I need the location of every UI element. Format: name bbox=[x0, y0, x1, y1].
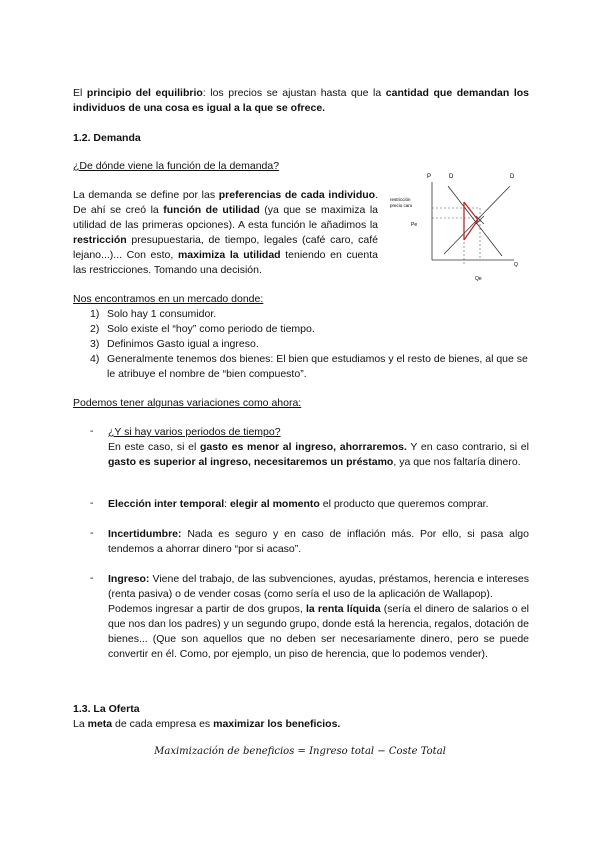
label-d2: D bbox=[510, 174, 515, 180]
restriction-slope-red bbox=[464, 220, 478, 240]
label-d1: D bbox=[449, 174, 454, 180]
market-item: 2) Solo existe el “hoy” como periodo de tiempo. bbox=[90, 323, 315, 335]
label-qe: Qe bbox=[475, 276, 482, 282]
bullet-dash: - bbox=[90, 572, 94, 584]
market-list bbox=[90, 307, 529, 382]
section-heading-demanda: 1.2. Demanda bbox=[73, 132, 141, 144]
income-text-2: Podemos ingresar a partir de dos grupos, la renta líquida (sería el dinero de salarios o el que nos dan los padres) y un segundo grupo, donde está la herencia, regalos, dotación de bienes... (Que son aquellos que no deben ser necesariamente dinero, pero se puede convertir en él. Como, por ejemplo, un piso de herencia, que lo podemos vender). bbox=[108, 603, 529, 660]
demand-paragraph: La demanda se define por las preferencias de cada individuo. De ahí se creó la función de utilidad (ya que se maximiza la utilidad de las primeras opciones). A esta función le añadimos la restricción presupuestaria, de tiempo, legales (café caro, café lejano...)... Con esto, maximiza la utilidad teniendo en cuenta las restricciones. Tomando una decisión. bbox=[73, 189, 379, 276]
periods-question: ¿Y si hay varios periodos de tiempo? bbox=[108, 426, 281, 438]
periods-text: En este caso, si el gasto es menor al ingreso, ahorraremos. Y en caso contrario, si el gasto es superior al ingreso, necesitaremos un préstamo, ya que nos faltaría dinero. bbox=[108, 441, 529, 468]
bullet-dash: - bbox=[90, 497, 94, 509]
label-p: P bbox=[427, 174, 432, 180]
intertemporal-item: Elección inter temporal: elegir al momento el producto que queremos comprar. bbox=[108, 498, 489, 510]
label-pe: Pe bbox=[411, 222, 418, 228]
uncertainty-item: Incertidumbre: Nada es seguro y en caso de inflación más. Por ello, si pasa algo tendemos a ahorrar dinero “por si acaso”. bbox=[108, 528, 529, 555]
market-item: 3) Definimos Gasto igual a ingreso. bbox=[90, 338, 259, 350]
supply-curve bbox=[444, 186, 510, 254]
market-item: 1) Solo hay 1 consumidor. bbox=[90, 308, 217, 320]
label-q: Q bbox=[514, 262, 518, 268]
label-restriction: restricción bbox=[390, 197, 411, 202]
demand-curve bbox=[448, 186, 502, 256]
section-heading-oferta: 1.3. La Oferta bbox=[73, 703, 140, 715]
profit-formula: Maximización de beneficios = Ingreso total − Coste Total bbox=[154, 746, 446, 757]
label-price-high: precio caro bbox=[390, 203, 413, 208]
oferta-paragraph: La meta de cada empresa es maximizar los beneficios. bbox=[73, 718, 341, 730]
demand-question: ¿De dónde viene la función de la demanda? bbox=[73, 160, 280, 172]
supply-demand-diagram bbox=[384, 168, 534, 288]
restriction-slope-red bbox=[464, 202, 478, 220]
variations-heading: Podemos tener algunas variaciones como ahora: bbox=[73, 397, 302, 409]
intro-paragraph: El principio del equilibrio: los precios se ajustan hasta que la cantidad que demandan los individuos de una cosa es igual a la que se ofrece. bbox=[73, 87, 529, 114]
periods-item bbox=[108, 425, 529, 470]
bullet-dash: - bbox=[90, 425, 94, 437]
income-text-1: Ingreso: Viene del trabajo, de las subvenciones, ayudas, préstamos, herencia e intereses (renta pasiva) o de vender cosas (como sería el uso de la aplicación de Wallapop). bbox=[108, 573, 529, 600]
bullet-dash: - bbox=[90, 527, 94, 539]
market-item: 4) Generalmente tenemos dos bienes: El bien que estudiamos y el resto de bienes, al que se le atribuye el nombre de “bien compuesto”. bbox=[90, 353, 528, 380]
income-item bbox=[108, 572, 529, 662]
market-heading: Nos encontramos en un mercado donde: bbox=[73, 293, 264, 305]
